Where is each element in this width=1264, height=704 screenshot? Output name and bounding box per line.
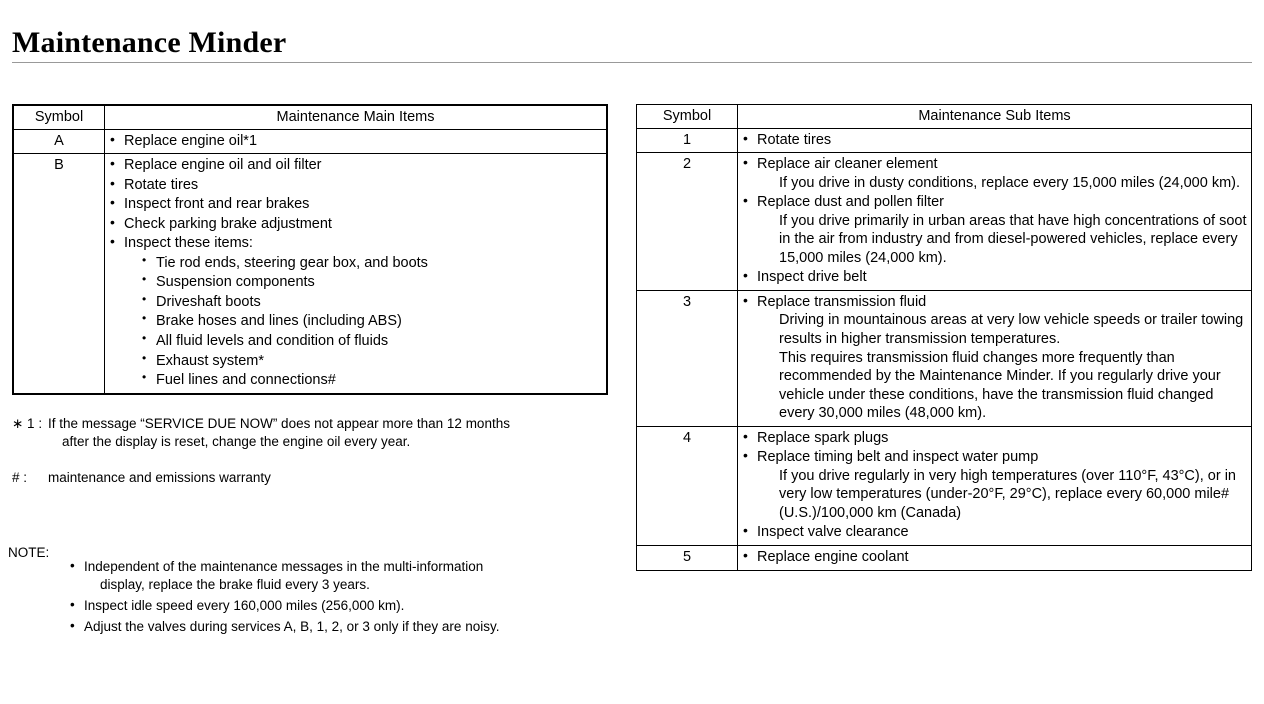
note-list-item [70,558,612,596]
sub-list-item: • Fuel lines and connections# [142,371,602,390]
table-header-row [13,105,607,129]
sub-row-items-3 [738,290,1252,426]
page-title: Maintenance Minder [12,26,287,60]
note-list [70,558,612,638]
footnote-marker: ∗ 1 : [12,416,43,431]
table-row [637,546,1252,571]
list-item [742,155,1247,192]
list-item [742,523,1247,542]
table-row [637,426,1252,545]
sub-row-symbol-3: 3 [637,290,738,426]
list-item [742,293,1247,423]
item-note: This requires transmission fluid changes more frequently than recommended by the Maintenance Minder. If you regularly drive your vehicle under these conditions, have the transmission fluid changed every 30,000 miles (48,000 km). [779,349,1221,422]
list-item [742,548,1247,567]
sub-items-section [636,104,1252,571]
item-note: If you drive regularly in very high temperatures (over 110°F, 43°C), or in very low temperatures (under-20°F, 29°C), replace every 60,000 mile# (U.S.)/100,000 km (Canada) [779,467,1236,521]
item-note: If you drive primarily in urban areas that have high concentrations of soot in the air from industry and from diesel-powered vehicles, replace every 15,000 miles (24,000 km). [779,212,1247,266]
list-item [109,234,602,389]
item-text: Replace transmission fluid [757,293,927,310]
list-item [742,268,1247,287]
note-text: Independent of the maintenance messages in the multi-information [84,558,484,574]
sub-list-item: • Suspension components [142,273,602,292]
footnote-1 [12,415,612,451]
sub-item-list [124,254,602,390]
sub-list-item: • All fluid levels and condition of fluids [142,332,602,351]
item-text: Inspect front and rear brakes [124,196,310,213]
main-row-symbol-b: B [13,154,105,394]
item-text: Replace engine oil*1 [124,132,258,149]
main-row-items-b [105,154,608,394]
sub-list-item: • Tie rod ends, steering gear box, and boots [142,254,602,273]
list-item [109,132,602,151]
footnote-2 [12,469,612,487]
item-list [742,429,1247,542]
item-list [742,131,1247,150]
sub-row-symbol-4: 4 [637,426,738,545]
table-header-row [637,105,1252,129]
list-item [742,429,1247,448]
main-header-items: Maintenance Main Items [105,105,608,129]
item-note: Driving in mountainous areas at very low vehicle speeds or trailer towing results in higher transmission temperatures. [779,312,1244,348]
item-text: Inspect drive belt [757,269,867,286]
list-item [109,195,602,214]
footnote-body [48,415,612,451]
main-row-symbol-a: A [13,129,105,154]
item-text: Replace dust and pollen filter [757,194,945,211]
note-text: Inspect idle speed every 160,000 miles (256,000 km). [84,598,405,614]
list-item [742,131,1247,150]
table-row [637,153,1252,291]
item-text: Replace engine coolant [757,549,909,566]
main-items-section [12,104,608,395]
footnote-text: maintenance and emissions warranty [48,470,271,486]
table-row [13,154,607,394]
item-list [742,548,1247,567]
table-row [13,129,607,154]
list-item [109,156,602,175]
sub-row-symbol-2: 2 [637,153,738,291]
item-text: Rotate tires [124,176,199,193]
item-text: Replace air cleaner element [757,156,938,173]
footnotes-section [12,415,612,492]
sub-row-symbol-1: 1 [637,128,738,153]
item-list [742,155,1247,287]
sub-items-table [636,104,1252,571]
sub-list-item: • Exhaust system* [142,352,602,371]
note-list-item [70,597,612,616]
footnote-text-cont: after the display is reset, change the engine oil every year. [62,434,411,450]
sub-row-symbol-5: 5 [637,546,738,571]
footnote-marker: # : [12,470,28,486]
sub-row-items-2 [738,153,1252,291]
sub-header-symbol: Symbol [637,105,738,129]
item-list [742,293,1247,423]
footnote-spacer [12,455,612,469]
list-item [109,176,602,195]
list-item [109,215,602,234]
main-items-table [12,104,608,395]
item-text: Check parking brake adjustment [124,215,332,232]
main-header-symbol: Symbol [13,105,105,129]
note-section [8,544,612,651]
sub-row-items-5 [738,546,1252,571]
item-text: Rotate tires [757,131,832,148]
table-row [637,290,1252,426]
item-text: Inspect these items: [124,235,253,252]
list-item [742,193,1247,267]
sub-header-items: Maintenance Sub Items [738,105,1252,129]
item-text: Replace spark plugs [757,429,889,446]
title-divider [12,62,1252,63]
footnote-text: If the message “SERVICE DUE NOW” does not appear more than 12 months [48,416,510,431]
item-text: Replace engine oil and oil filter [124,157,322,174]
note-text-cont: display, replace the brake fluid every 3 years. [100,577,370,593]
sub-list-item: • Driveshaft boots [142,293,602,312]
item-note: If you drive in dusty conditions, replace every 15,000 miles (24,000 km). [779,174,1241,191]
sub-row-items-1 [738,128,1252,153]
item-list [109,156,602,390]
footnote-body [48,469,612,487]
note-list-item [70,618,612,637]
note-text: Adjust the valves during services A, B, 1, 2, or 3 only if they are noisy. [84,619,500,635]
main-row-items-a [105,129,608,154]
list-item [742,448,1247,522]
item-text: Inspect valve clearance [757,524,909,541]
sub-list-item: • Brake hoses and lines (including ABS) [142,312,602,331]
table-row [637,128,1252,153]
sub-row-items-4 [738,426,1252,545]
item-list [109,132,602,151]
item-text: Replace timing belt and inspect water pump [757,449,1039,466]
note-label: NOTE: [8,545,50,560]
